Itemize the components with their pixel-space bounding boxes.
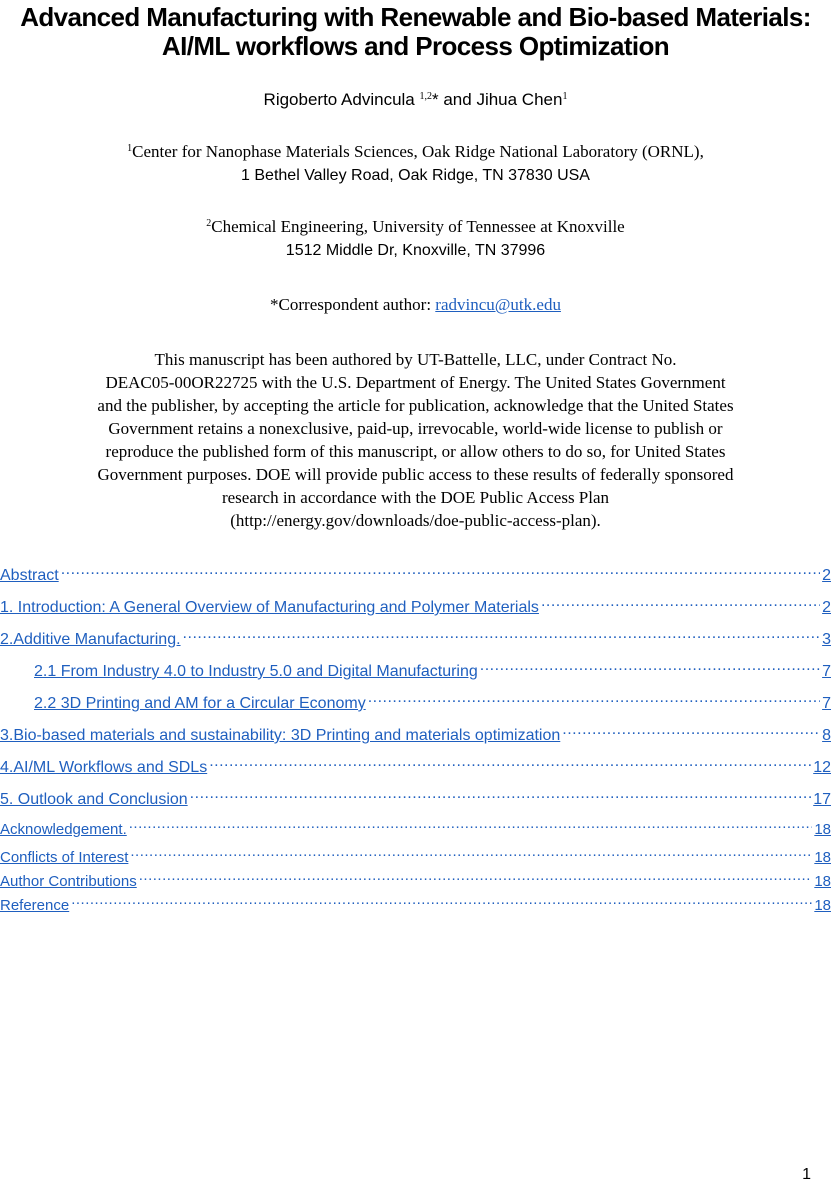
toc-leader	[59, 564, 820, 580]
toc-page: 7	[822, 663, 831, 680]
toc-page: 12	[813, 759, 831, 776]
toc-page: 7	[822, 695, 831, 712]
toc-entry-additive-manufacturing[interactable]	[0, 628, 831, 656]
copyright-notice	[0, 348, 831, 532]
copyright-line: Government purposes. DOE will provide public access to these results of federally sponsored	[97, 465, 734, 484]
corresponding-mark: *	[432, 90, 439, 109]
copyright-line: DEAC05-00OR22725 with the U.S. Department of Energy. The United States Government	[105, 373, 726, 392]
correspondent-label: *Correspondent author:	[270, 295, 436, 314]
toc-label: 2.2 3D Printing and AM for a Circular Economy	[34, 695, 366, 712]
toc-leader	[539, 596, 820, 612]
toc-entry-acknowledgement[interactable]	[0, 818, 831, 846]
toc-label: 3.Bio-based materials and sustainability: 3D Printing and materials optimization	[0, 727, 561, 744]
toc-leader	[366, 692, 820, 708]
toc-entry-ai-ml[interactable]	[0, 756, 831, 784]
author-line	[0, 90, 831, 110]
toc-label: Acknowledgement.	[0, 821, 127, 838]
toc-entry-bio-based[interactable]	[0, 724, 831, 752]
affiliation-2-line-2: 1512 Middle Dr, Knoxville, TN 37996	[285, 242, 546, 259]
correspondent-author	[0, 295, 831, 315]
affiliation-2	[0, 215, 831, 263]
toc-leader	[69, 894, 812, 910]
copyright-line: Government retains a nonexclusive, paid-up, irrevocable, world-wide license to publish or	[108, 419, 723, 438]
author-2-affiliation: 1	[562, 91, 568, 102]
toc-page: 18	[814, 873, 831, 890]
toc-entry-outlook[interactable]	[0, 788, 831, 816]
toc-label: 2.1 From Industry 4.0 to Industry 5.0 and Digital Manufacturing	[34, 663, 478, 680]
toc-entry-introduction[interactable]	[0, 596, 831, 624]
page-number: 1	[802, 1166, 811, 1183]
toc-label: Reference	[0, 897, 70, 914]
toc-label: Abstract	[0, 567, 59, 584]
affiliation-1-line-2: 1 Bethel Valley Road, Oak Ridge, TN 37830 USA	[241, 167, 590, 184]
title-line-2: AI/ML workflows and Process Optimization	[161, 31, 670, 61]
toc-label: 4.AI/ML Workflows and SDLs	[0, 759, 208, 776]
toc-label: 5. Outlook and Conclusion	[0, 791, 188, 808]
toc-label: Author Contributions	[0, 873, 137, 890]
author-1: Rigoberto Advincula	[263, 90, 415, 109]
author-conjunction: and	[438, 90, 477, 109]
toc-leader	[188, 788, 812, 804]
toc-label: 1. Introduction: A General Overview of Manufacturing and Polymer Materials	[0, 599, 539, 616]
toc-leader	[560, 724, 820, 740]
toc-page: 18	[814, 849, 831, 866]
copyright-line: This manuscript has been authored by UT-Battelle, LLC, under Contract No.	[154, 350, 677, 369]
title-line-1: Advanced Manufacturing with Renewable and Bio-based Materials:	[20, 2, 811, 32]
affiliation-2-line-1: Chemical Engineering, University of Tennessee at Knoxville	[211, 217, 625, 236]
affiliation-1-line-1: Center for Nanophase Materials Sciences, Oak Ridge National Laboratory (ORNL),	[132, 142, 704, 161]
toc-page: 18	[814, 821, 831, 838]
toc-leader	[127, 818, 813, 834]
toc-leader	[181, 628, 821, 644]
copyright-line: and the publisher, by accepting the article for publication, acknowledge that the United States	[97, 396, 734, 415]
toc-entry-circular-economy[interactable]	[0, 692, 831, 720]
correspondent-email-link[interactable]: radvincu@utk.edu	[435, 295, 561, 314]
copyright-line: (http://energy.gov/downloads/doe-public-access-plan).	[230, 511, 601, 530]
toc-page: 8	[822, 727, 831, 744]
toc-entry-reference[interactable]	[0, 894, 831, 922]
copyright-line: research in accordance with the DOE Public Access Plan	[221, 488, 610, 507]
affiliation-1-number: 1	[127, 143, 133, 154]
toc-page: 2	[822, 567, 831, 584]
toc-leader	[128, 846, 812, 862]
author-1-affiliation: 1,2	[419, 91, 432, 102]
toc-label: Conflicts of Interest	[0, 849, 129, 866]
toc-label: 2.Additive Manufacturing.	[0, 631, 181, 648]
toc-page: 18	[814, 897, 831, 914]
author-2: Jihua Chen	[476, 90, 563, 109]
affiliation-1	[0, 140, 831, 188]
toc-page: 2	[822, 599, 831, 616]
copyright-line: reproduce the published form of this manuscript, or allow others to do so, for United States	[105, 442, 726, 461]
toc-leader	[478, 660, 820, 676]
toc-entry-industry-5[interactable]	[0, 660, 831, 688]
toc-leader	[137, 870, 813, 886]
toc-leader	[207, 756, 811, 772]
toc-page: 3	[822, 631, 831, 648]
toc-page: 17	[813, 791, 831, 808]
affiliation-2-number: 2	[206, 218, 212, 229]
toc-entry-abstract[interactable]	[0, 564, 831, 592]
